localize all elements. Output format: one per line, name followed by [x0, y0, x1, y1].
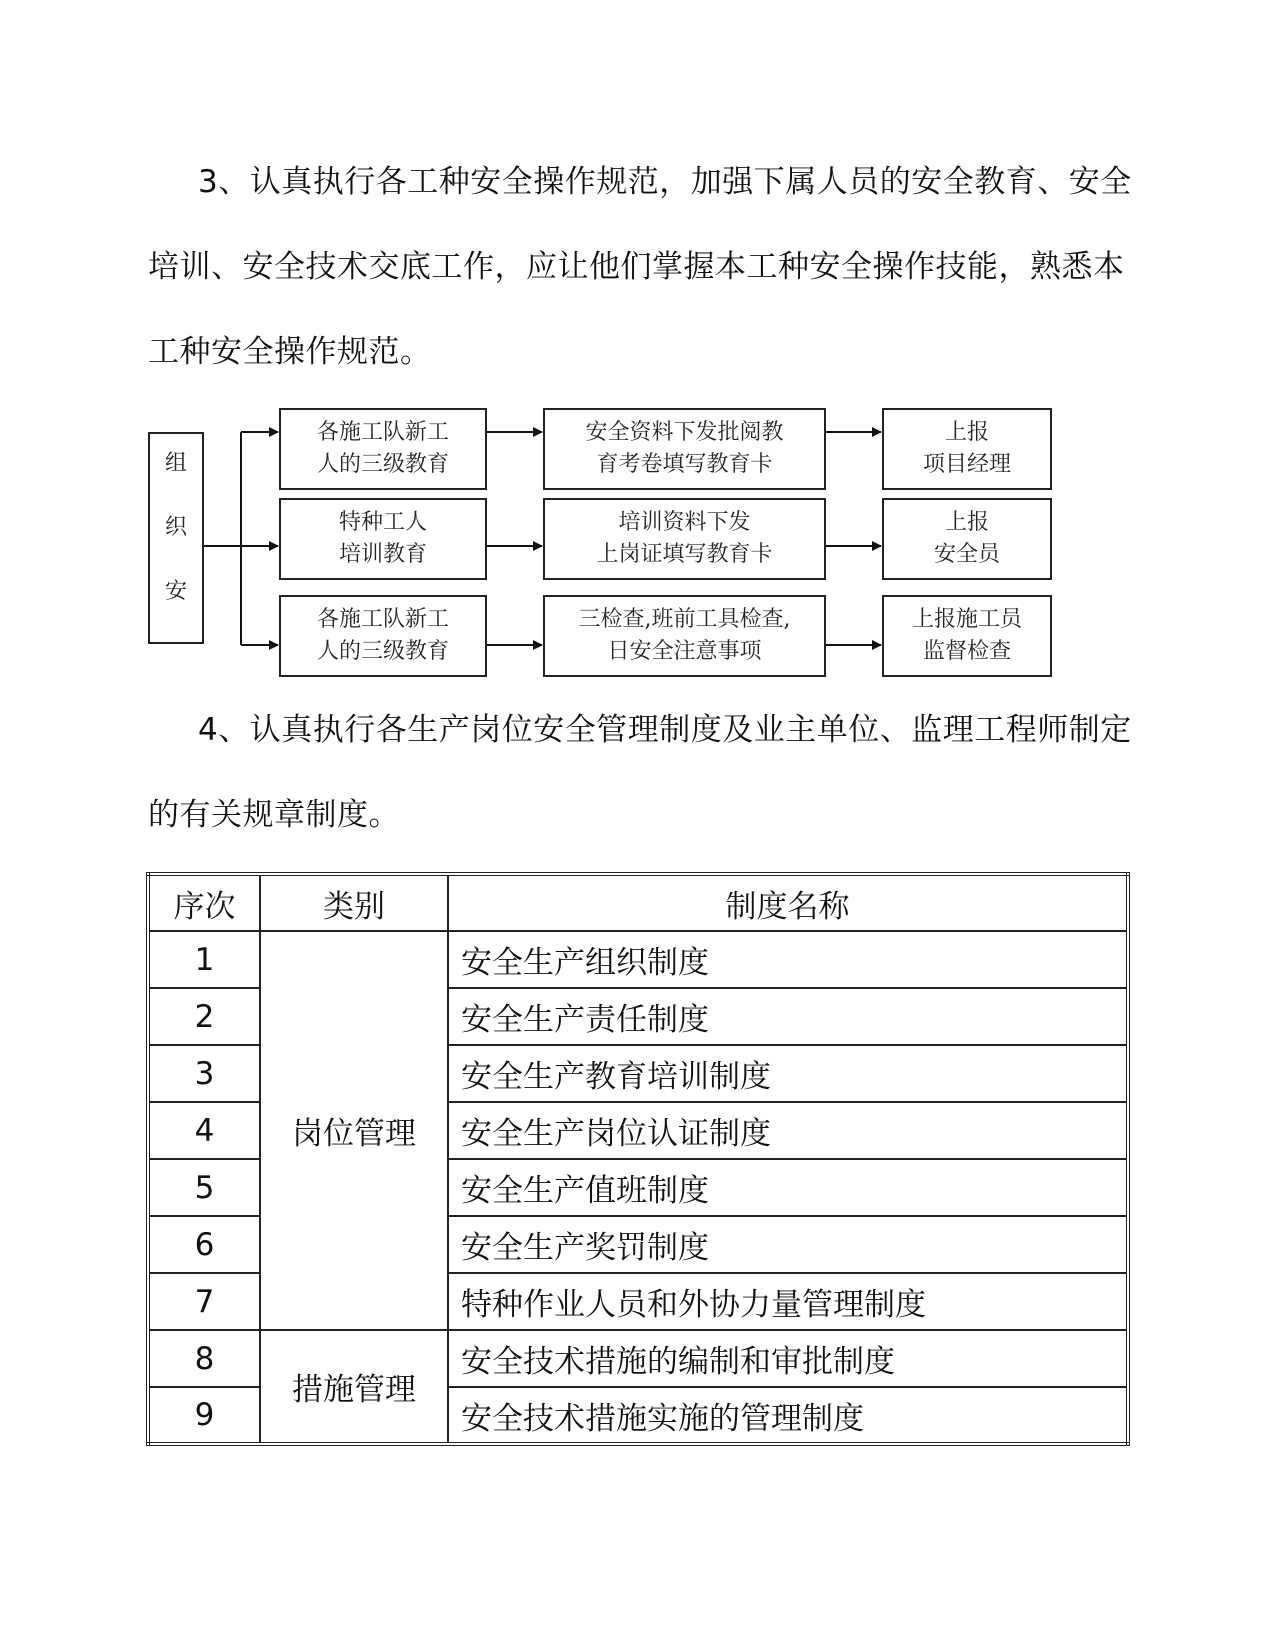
flow-root-char-3: 安	[164, 579, 187, 604]
rule-name: 安全技术措施的编制和审批制度	[448, 1330, 1128, 1387]
flow-root-char-2: 织	[164, 515, 187, 540]
category-measure: 措施管理	[260, 1330, 448, 1444]
flow-row3-step2	[543, 595, 826, 677]
flow-row2-step1-text: 特种工人 培训教育	[338, 510, 427, 567]
paragraph-4	[148, 688, 1138, 858]
row-number: 2	[148, 988, 260, 1045]
flow-row1-step3-text: 上报 项目经理	[922, 420, 1011, 477]
rule-name: 特种作业人员和外协力量管理制度	[448, 1273, 1128, 1330]
category-post: 岗位管理	[260, 931, 448, 1330]
flow-row2-step3-text: 上报 安全员	[933, 510, 1000, 567]
rule-name: 安全生产责任制度	[448, 988, 1128, 1045]
row-number: 5	[148, 1159, 260, 1216]
row-number: 4	[148, 1102, 260, 1159]
header-category: 类别	[260, 874, 448, 931]
flow-root-char-1: 组	[164, 451, 187, 476]
rule-name: 安全生产教育培训制度	[448, 1045, 1128, 1102]
row-number: 3	[148, 1045, 260, 1102]
flow-root-box	[148, 432, 204, 644]
flow-row3-step2-text: 三检查,班前工具检查, 日安全注意事项	[578, 607, 791, 664]
table-row	[148, 1330, 1128, 1387]
table-header-row	[148, 874, 1128, 931]
row-number: 6	[148, 1216, 260, 1273]
rule-name: 安全生产值班制度	[448, 1159, 1128, 1216]
flow-row1-step2-text: 安全资料下发批阅教 育考卷填写教育卡	[585, 420, 784, 477]
flow-row1-step2	[543, 408, 826, 490]
flow-row2-step3	[882, 498, 1052, 580]
paragraph-3-text: 3、认真执行各工种安全操作规范，加强下属人员的安全教育、安全培训、安全技术交底工作，应让他们掌握本工种安全操作技能，熟悉本工种安全操作规范。	[148, 164, 1132, 370]
rule-name: 安全生产奖罚制度	[448, 1216, 1128, 1273]
row-number: 9	[148, 1387, 260, 1444]
flow-row2-step1	[279, 498, 487, 580]
rule-name: 安全生产组织制度	[448, 931, 1128, 988]
flow-row2-step2	[543, 498, 826, 580]
rule-name: 安全技术措施实施的管理制度	[448, 1387, 1128, 1444]
flow-row3-step3	[882, 595, 1052, 677]
table-row	[148, 931, 1128, 988]
row-number: 7	[148, 1273, 260, 1330]
header-rule-name: 制度名称	[448, 874, 1128, 931]
rule-name: 安全生产岗位认证制度	[448, 1102, 1128, 1159]
paragraph-4-text: 4、认真执行各生产岗位安全管理制度及业主单位、监理工程师制定的有关规章制度。	[148, 712, 1132, 833]
flow-row1-step1	[279, 408, 487, 490]
flow-row3-step1-text: 各施工队新工 人的三级教育	[316, 607, 449, 664]
flow-row3-step1	[279, 595, 487, 677]
flow-row3-step3-text: 上报施工员 监督检查	[911, 607, 1022, 664]
row-number: 8	[148, 1330, 260, 1387]
flow-row1-step1-text: 各施工队新工 人的三级教育	[316, 420, 449, 477]
safety-rules-table	[146, 872, 1130, 1446]
flow-row2-step2-text: 培训资料下发 上岗证填写教育卡	[596, 510, 773, 567]
row-number: 1	[148, 931, 260, 988]
header-seq: 序次	[148, 874, 260, 931]
paragraph-3	[148, 140, 1138, 395]
flow-row1-step3	[882, 408, 1052, 490]
